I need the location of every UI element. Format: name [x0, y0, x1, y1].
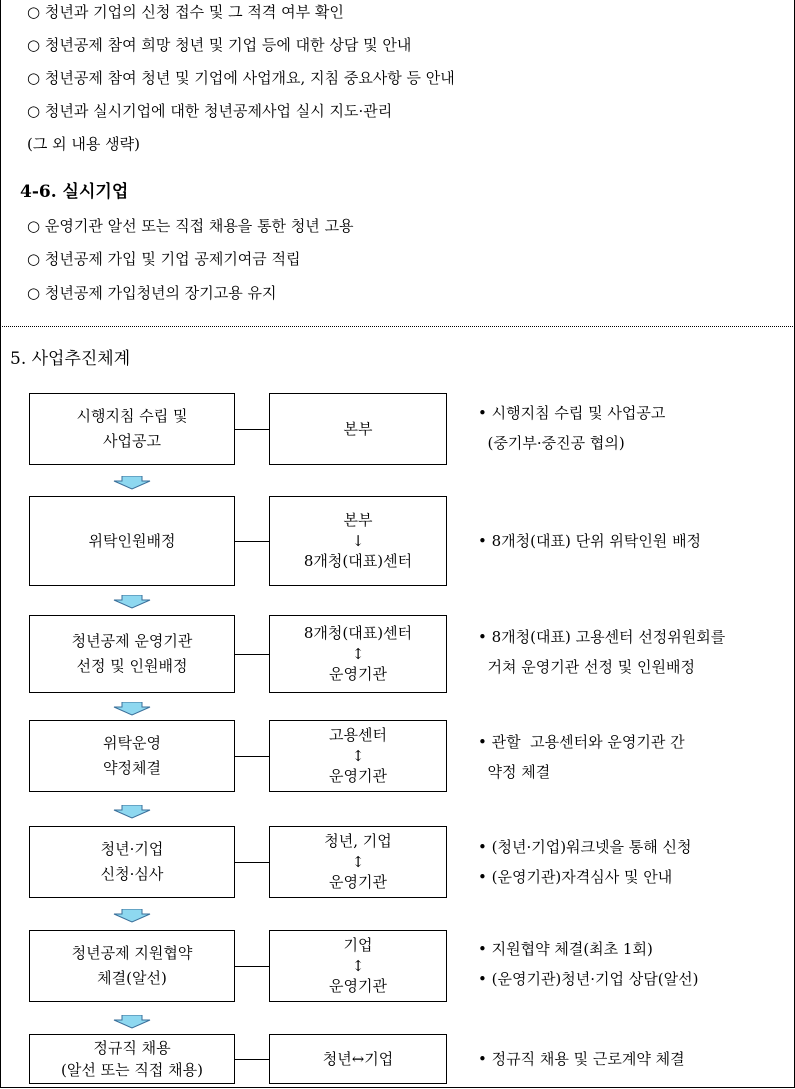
responsible-org-box — [269, 393, 447, 465]
connector-line — [235, 541, 269, 542]
step-description — [478, 526, 701, 556]
list-item: ○ 청년공제 가입 및 기업 공제기여금 적립 — [27, 250, 301, 268]
bullet-item: • (운영기관)청년·기업 상담(알선) — [478, 970, 699, 988]
step-description — [478, 727, 685, 787]
responsible-org-box — [269, 930, 447, 1002]
connector-line — [235, 429, 269, 430]
bullet-item: 약정 체결 — [478, 763, 551, 781]
step-description — [478, 622, 725, 682]
org-label: 운영기관 — [329, 767, 387, 785]
up-down-arrow-icon: ↕ — [351, 957, 365, 975]
up-down-arrow-icon: ↕ — [351, 645, 365, 663]
org-label: 기업 — [343, 936, 373, 954]
org-label: 운영기관 — [329, 665, 387, 683]
step-description — [478, 832, 692, 892]
list-item: ○ 운영기관 알선 또는 직접 채용을 통한 청년 고용 — [27, 217, 354, 235]
bullet-item: (중기부·중진공 협의) — [478, 434, 625, 452]
section-divider — [0, 326, 795, 327]
up-down-arrow-icon: ↕ — [351, 853, 365, 871]
list-item: ○ 청년공제 참여 희망 청년 및 기업 등에 대한 상담 및 안내 — [27, 36, 412, 54]
step-label: 선정 및 인원배정 — [76, 657, 188, 675]
up-down-arrow-icon: ↕ — [351, 747, 365, 765]
bullet-item: • (운영기관)자격심사 및 안내 — [478, 868, 673, 886]
connector-line — [235, 756, 269, 757]
bullet-item: • 시행지침 수립 및 사업공고 — [478, 404, 666, 422]
process-step-box — [29, 826, 235, 898]
org-label: 본부 — [343, 511, 373, 529]
flow-down-arrow-icon — [112, 476, 152, 490]
step-label: 정규직 채용 — [93, 1039, 171, 1057]
org-label: 운영기관 — [329, 977, 387, 995]
list-item: ○ 청년과 기업의 신청 접수 및 그 적격 여부 확인 — [27, 3, 344, 21]
org-label: 청년↔기업 — [322, 1049, 394, 1068]
section-title: 5. 사업추진체계 — [10, 349, 131, 369]
connector-line — [235, 966, 269, 967]
step-label: (알선 또는 직접 채용) — [61, 1061, 203, 1079]
list-item: ○ 청년공제 참여 청년 및 기업에 사업개요, 지침 중요사항 등 안내 — [27, 69, 455, 87]
bullet-item: • 지원협약 체결(최초 1회) — [478, 940, 653, 958]
list-item: ○ 청년과 실시기업에 대한 청년공제사업 실시 지도·관리 — [27, 102, 393, 120]
process-step-box — [29, 720, 235, 792]
responsible-org-box — [269, 826, 447, 898]
flow-down-arrow-icon — [112, 1015, 152, 1029]
connector-line — [235, 654, 269, 655]
org-label: 본부 — [343, 419, 373, 438]
process-step-box — [29, 393, 235, 465]
process-step-box — [29, 496, 235, 586]
org-label: 8개청(대표)센터 — [303, 552, 413, 570]
responsible-org-box — [269, 720, 447, 792]
org-label: 8개청(대표)센터 — [303, 624, 413, 642]
step-label: 청년·기업 — [100, 840, 164, 858]
flow-down-arrow-icon — [112, 595, 152, 609]
responsible-org-box — [269, 1034, 447, 1084]
connector-line — [235, 1059, 269, 1060]
bullet-item: • 8개청(대표) 고용센터 선정위원회를 — [478, 628, 726, 646]
step-label: 사업공고 — [103, 432, 161, 450]
bullet-item: • (청년·기업)워크넷을 통해 신청 — [478, 838, 692, 856]
bullet-item: • 정규직 채용 및 근로계약 체결 — [478, 1050, 685, 1068]
step-label: 시행지침 수립 및 — [76, 407, 188, 425]
list-item: ○ 청년공제 가입청년의 장기고용 유지 — [27, 284, 277, 302]
org-label: 청년, 기업 — [324, 832, 392, 850]
org-label: 운영기관 — [329, 873, 387, 891]
step-description — [478, 398, 665, 458]
responsible-org-box — [269, 615, 447, 693]
step-description — [478, 1044, 685, 1074]
down-arrow-icon: ↓ — [351, 532, 365, 550]
flow-down-arrow-icon — [112, 909, 152, 923]
step-description — [478, 934, 698, 994]
process-step-box — [29, 930, 235, 1002]
process-step-box — [29, 615, 235, 693]
step-label: 청년공제 운영기관 — [71, 632, 193, 650]
step-label: 약정체결 — [103, 759, 161, 777]
flow-down-arrow-icon — [112, 805, 152, 819]
connector-line — [235, 862, 269, 863]
step-label: 위탁운영 — [103, 734, 161, 752]
bullet-item: 거쳐 운영기관 선정 및 인원배정 — [478, 658, 695, 676]
org-label: 고용센터 — [329, 726, 387, 744]
section-title: 4-6. 실시기업 — [20, 182, 129, 202]
omitted-note: (그 외 내용 생략) — [27, 135, 140, 153]
step-label: 신청·심사 — [100, 865, 164, 883]
process-step-box — [29, 1034, 235, 1084]
responsible-org-box — [269, 496, 447, 586]
step-label: 청년공제 지원협약 — [71, 944, 193, 962]
step-label: 체결(알선) — [97, 969, 167, 987]
bullet-item: • 관할 고용센터와 운영기관 간 — [478, 733, 685, 751]
step-label: 위탁인원배정 — [88, 531, 176, 550]
bullet-item: • 8개청(대표) 단위 위탁인원 배정 — [478, 532, 702, 550]
flow-down-arrow-icon — [112, 702, 152, 716]
